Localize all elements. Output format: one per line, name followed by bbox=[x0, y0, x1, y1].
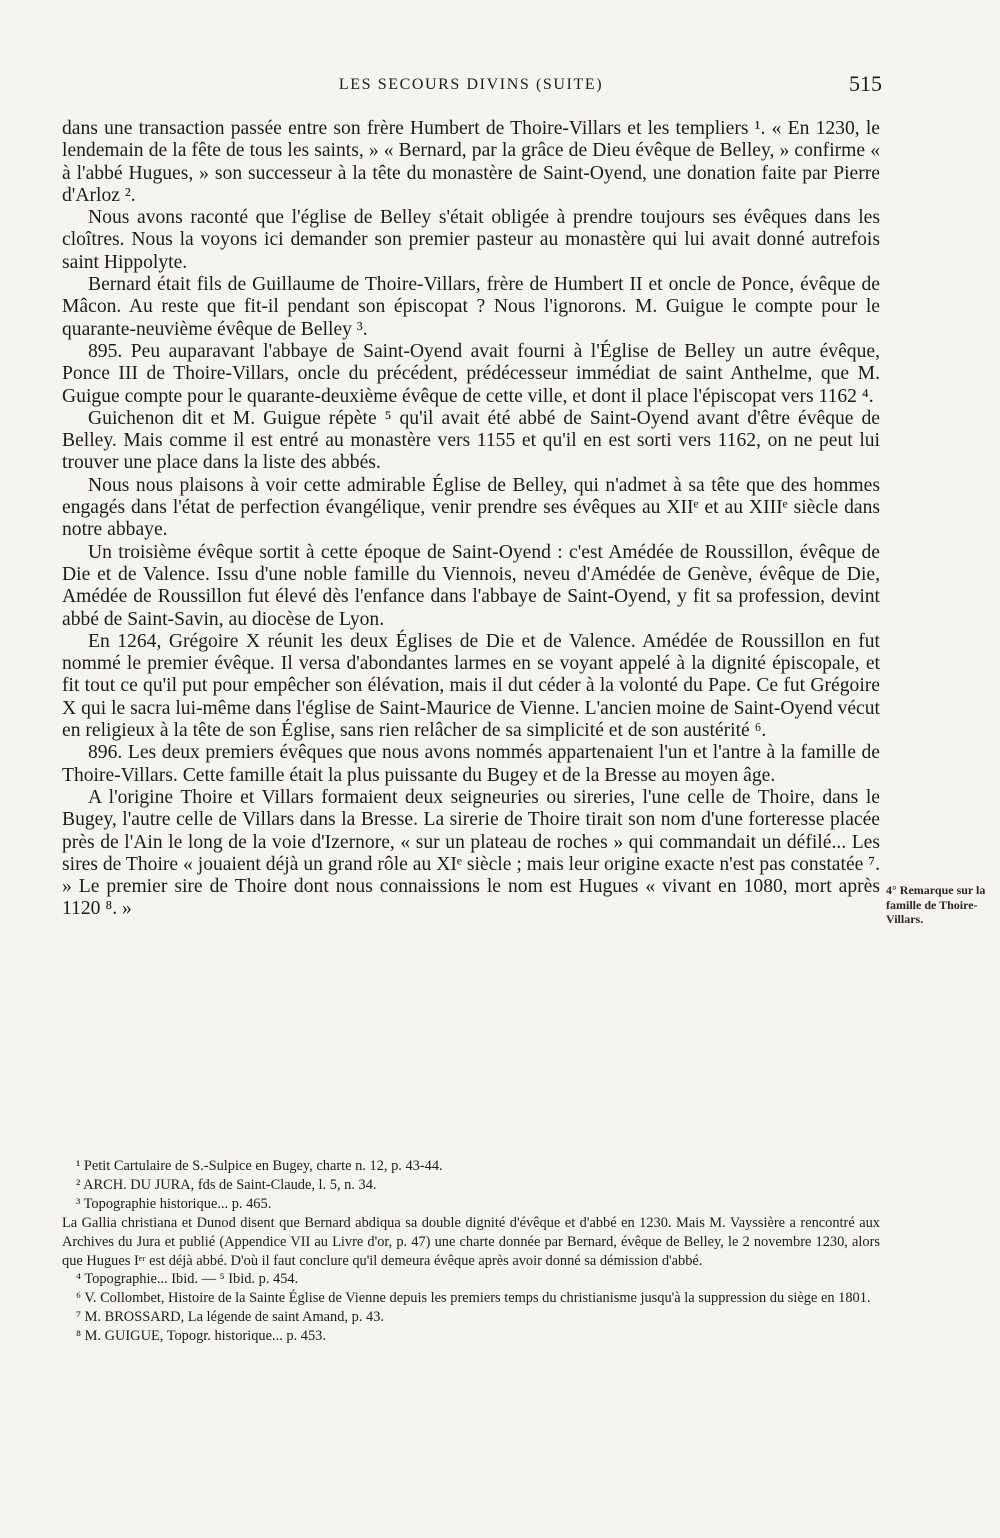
footnote: ⁸ M. GUIGUE, Topogr. historique... p. 453. bbox=[76, 1328, 326, 1345]
footnotes bbox=[62, 1157, 880, 1346]
paragraph: dans une transaction passée entre son frère Humbert de Thoire-Villars et les templiers ¹. « En 1230, le lendemain de la fête de tous les saints, » « Bernard, par la grâce de Dieu évêque de Belley, » confirme « à l'abbé Hugues, » son successeur à la tête du monastère de Saint-Oyend, une donation faite par Pierre d'Arloz ². bbox=[62, 118, 880, 206]
footnote: ² ARCH. DU JURA, fds de Saint-Claude, l. 5, n. 34. bbox=[76, 1176, 377, 1193]
paragraph: Nous nous plaisons à voir cette admirable Église de Belley, qui n'admet à sa tête que des hommes engagés dans l'état de perfection évangélique, venir prendre ses évêques au XIIᵉ et au XIIIᵉ siècle dans notre abbaye. bbox=[62, 474, 880, 541]
paragraph: 895. Peu auparavant l'abbaye de Saint-Oyend avait fourni à l'Église de Belley un autre évêque, Ponce III de Thoire-Villars, oncle du précédent, prédécesseur immédiat de saint Anthelme, que M. Guigue compte pour le quarante-deuxième évêque de cette ville, et dont il place l'épiscopat vers 1162 ⁴. bbox=[62, 340, 880, 407]
paragraph: Bernard était fils de Guillaume de Thoire-Villars, frère de Humbert II et oncle de Ponce, évêque de Mâcon. Au reste que fit-il pendant son épiscopat ? Nous l'ignorons. M. Guigue le compte pour le quarante-neuvième évêque de Belley ³. bbox=[62, 274, 880, 340]
footnote: ⁴ Topographie... Ibid. — ⁵ Ibid. p. 454. bbox=[76, 1271, 299, 1288]
footnote: La Gallia christiana et Dunod disent que Bernard abdiqua sa double dignité d'évêque et d'abbé en 1230. Mais M. Vayssière a rencontré aux Archives du Jura et publié (Appendice VII au Livre d'or, p. 47) une charte donnée par Bernard, évêque de Belley, le 2 novembre 1230, alors que Hugues Iᵉʳ est déjà abbé. D'où il faut conclure qu'il demeura évêque après avoir donné sa démission d'abbé. bbox=[62, 1214, 880, 1269]
paragraph: 896. Les deux premiers évêques que nous avons nommés appartenaient l'un et l'antre à la famille de Thoire-Villars. Cette famille était la plus puissante du Bugey et de la Bresse au moyen âge. bbox=[62, 742, 880, 786]
footnote: ⁶ V. Collombet, Histoire de la Sainte Église de Vienne depuis les premiers temps du christianisme jusqu'à la suppression du siège en 1801. bbox=[76, 1290, 871, 1307]
footnote: ⁷ M. BROSSARD, La légende de saint Amand, p. 43. bbox=[76, 1309, 384, 1326]
margin-note: 4° Remarque sur la famille de Thoire-Villars. bbox=[886, 883, 986, 926]
running-title: LES SECOURS DIVINS (SUITE) bbox=[338, 76, 604, 93]
main-text bbox=[62, 118, 880, 921]
footnote: ¹ Petit Cartulaire de S.-Sulpice en Bugey, charte n. 12, p. 43-44. bbox=[76, 1158, 443, 1174]
paragraph: En 1264, Grégoire X réunit les deux Églises de Die et de Valence. Amédée de Roussillon en fut nommé le premier évêque. Il versa d'abondantes larmes en se voyant appelé à la dignité épiscopale, et fit tout ce qu'il put pour empêcher son élévation, mais il dut céder à la volonté du Pape. Ce fut Grégoire X qui le sacra lui-même dans l'église de Saint-Maurice de Vienne. L'ancien moine de Saint-Oyend vécut en religieux à la tête de son Église, sans rien relâcher de sa simplicité et de son austérité ⁶. bbox=[62, 630, 880, 742]
paragraph: A l'origine Thoire et Villars formaient deux seigneuries ou sireries, l'une celle de Thoire, dans le Bugey, l'autre celle de Villars dans la Bresse. La sirerie de Thoire tirait son nom d'une forteresse placée près de l'Ain le long de la voie d'Izernore, « sur un plateau de roches » qui commandait un défilé... Les sires de Thoire « jouaient déjà un grand rôle au XIᵉ siècle ; mais leur origine exacte n'est pas constatée ⁷. » Le premier sire de Thoire dont nous connaissions le nom est Hugues « vivant en 1080, mort après 1120 ⁸. » bbox=[62, 786, 880, 920]
page-header bbox=[62, 70, 880, 100]
paragraph: Nous avons raconté que l'église de Belley s'était obligée à prendre toujours ses évêques dans les cloîtres. Nous la voyons ici demander son premier pasteur au monastère qui lui avait donné autrefois saint Hippolyte. bbox=[62, 207, 880, 273]
paragraph: Un troisième évêque sortit à cette époque de Saint-Oyend : c'est Amédée de Roussillon, évêque de Die et de Valence. Issu d'une noble famille du Viennois, neveu d'Amédée de Genève, évêque de Die, Amédée de Roussillon fut élevé dès l'enfance dans l'abbaye de Saint-Oyend, y fit sa profession, devint abbé de Saint-Savin, au diocèse de Lyon. bbox=[62, 541, 880, 630]
footnote: ³ Topographie historique... p. 465. bbox=[76, 1195, 272, 1212]
page-number: 515 bbox=[849, 71, 882, 96]
paragraph: Guichenon dit et M. Guigue répète ⁵ qu'il avait été abbé de Saint-Oyend avant d'être évêque de Belley. Mais comme il est entré au monastère vers 1155 et qu'il en est sorti vers 1162, on ne peut lui trouver une place dans la liste des abbés. bbox=[62, 407, 880, 474]
